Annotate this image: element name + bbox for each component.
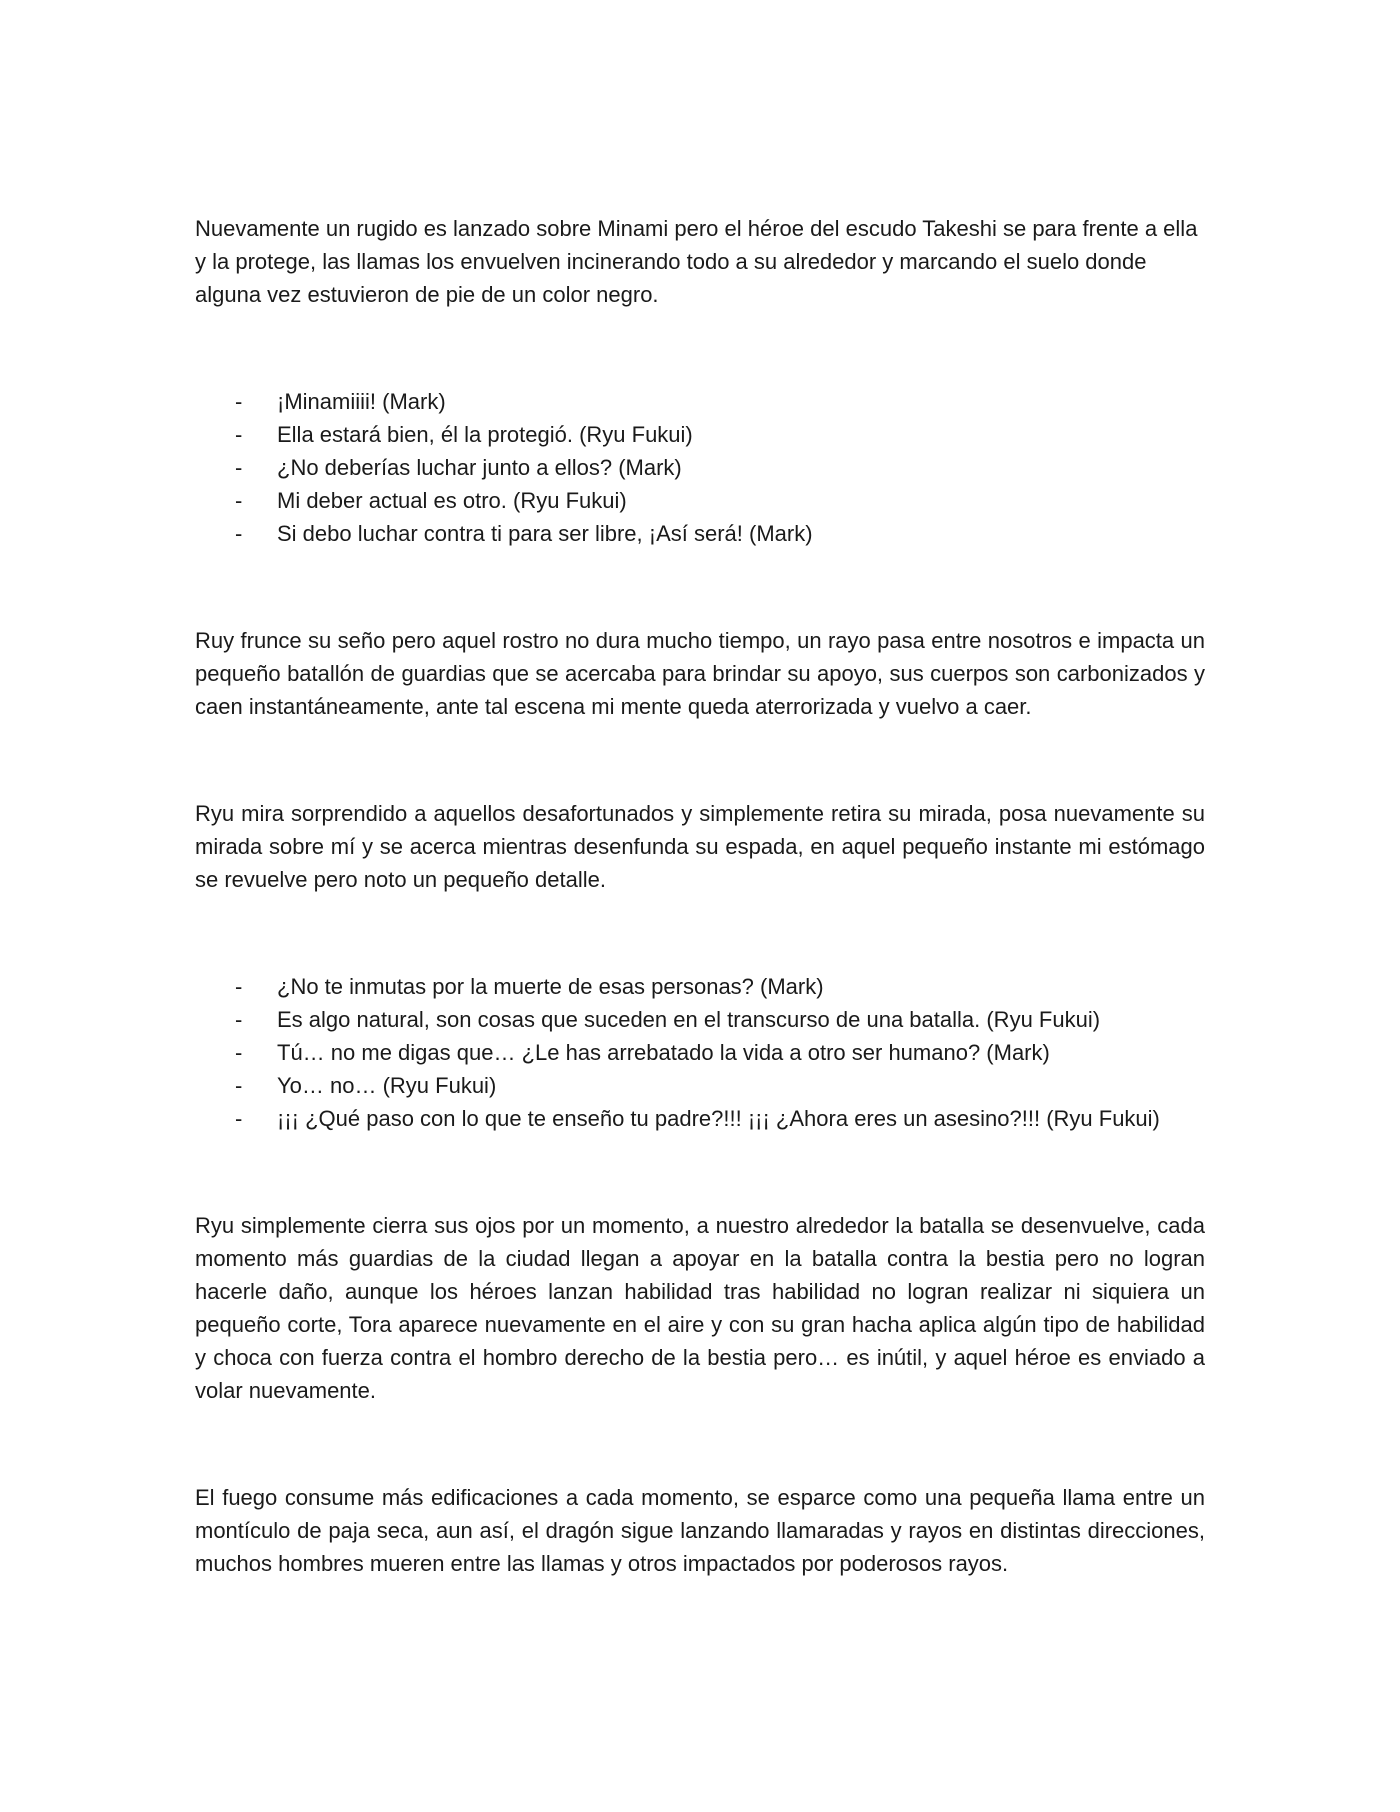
paragraph-ryu-approaches: Ryu mira sorprendido a aquellos desafortunados y simplemente retira su mirada, posa nuevamente su mirada sobre mí y se acerca mientras desenfunda su espada, en aquel pequeño instante mi estómago se revuelve pero noto un pequeño detalle.: [195, 801, 1205, 892]
dialogue-list-2: [195, 970, 1205, 1135]
dialogue-line: [195, 418, 1205, 451]
dialogue-text: Mi deber actual es otro. (Ryu Fukui): [277, 488, 627, 513]
dash-bullet: -: [235, 422, 243, 447]
dialogue-text: Yo… no… (Ryu Fukui): [277, 1073, 497, 1098]
dash-bullet: -: [235, 488, 243, 513]
dialogue-line: [195, 1069, 1205, 1102]
dialogue-text: ¿No deberías luchar junto a ellos? (Mark): [277, 455, 682, 480]
dialogue-line: [195, 484, 1205, 517]
paragraph-fire: El fuego consume más edificaciones a cada momento, se esparce como una pequeña llama entre un montículo de paja seca, aun así, el dragón sigue lanzando llamaradas y rayos en distintas direcciones, muchos hombres mueren entre las llamas y otros impactados por poderosos rayos.: [195, 1485, 1205, 1576]
paragraph-battle: Ryu simplemente cierra sus ojos por un momento, a nuestro alrededor la batalla se desenvuelve, cada momento más guardias de la ciudad llegan a apoyar en la batalla contra la bestia pero no logran hacerle daño, aunque los héroes lanzan habilidad tras habilidad no logran realizar ni siquiera un pequeño corte, Tora aparece nuevamente en el aire y con su gran hacha aplica algún tipo de habilidad y choca con fuerza contra el hombro derecho de la bestia pero… es inútil, y aquel héroe es enviado a volar nuevamente.: [195, 1213, 1205, 1403]
dash-bullet: -: [235, 1073, 243, 1098]
dash-bullet: -: [235, 455, 243, 480]
dialogue-text: Tú… no me digas que… ¿Le has arrebatado la vida a otro ser humano? (Mark): [277, 1040, 1050, 1065]
dash-bullet: -: [235, 1106, 243, 1131]
dash-bullet: -: [235, 521, 243, 546]
dialogue-text: ¿No te inmutas por la muerte de esas personas? (Mark): [277, 974, 824, 999]
dialogue-text: Ella estará bien, él la protegió. (Ryu Fukui): [277, 422, 693, 447]
dialogue-line: [195, 1003, 1205, 1036]
dialogue-line: [195, 1102, 1205, 1135]
spacer: [195, 1407, 1205, 1481]
dialogue-line: [195, 1036, 1205, 1069]
spacer: [195, 550, 1205, 624]
spacer: [195, 896, 1205, 970]
spacer: [195, 311, 1205, 385]
paragraph-intro: Nuevamente un rugido es lanzado sobre Minami pero el héroe del escudo Takeshi se para frente a ella y la protege, las llamas los envuelven incinerando todo a su alrededor y marcando el suelo donde alguna vez estuvieron de pie de un color negro.: [195, 216, 1198, 307]
dialogue-text: ¡Minamiiii! (Mark): [277, 389, 446, 414]
dialogue-line: [195, 970, 1205, 1003]
spacer: [195, 723, 1205, 797]
spacer: [195, 1135, 1205, 1209]
dialogue-line: [195, 385, 1205, 418]
dialogue-text: Es algo natural, son cosas que suceden en el transcurso de una batalla. (Ryu Fukui): [277, 1007, 1101, 1032]
dash-bullet: -: [235, 974, 243, 999]
dash-bullet: -: [235, 1040, 243, 1065]
dialogue-text: ¡¡¡ ¿Qué paso con lo que te enseño tu padre?!!! ¡¡¡ ¿Ahora eres un asesino?!!! (Ryu Fukui): [277, 1106, 1160, 1131]
dash-bullet: -: [235, 1007, 243, 1032]
dash-bullet: -: [235, 389, 243, 414]
dialogue-list-1: [195, 385, 1205, 550]
dialogue-text: Si debo luchar contra ti para ser libre, ¡Así será! (Mark): [277, 521, 813, 546]
paragraph-lightning: Ruy frunce su seño pero aquel rostro no dura mucho tiempo, un rayo pasa entre nosotros e impacta un pequeño batallón de guardias que se acercaba para brindar su apoyo, sus cuerpos son carbonizados y caen instantáneamente, ante tal escena mi mente queda aterrorizada y vuelvo a caer.: [195, 628, 1205, 719]
dialogue-line: [195, 451, 1205, 484]
document-page: [195, 212, 1205, 1580]
dialogue-line: [195, 517, 1205, 550]
